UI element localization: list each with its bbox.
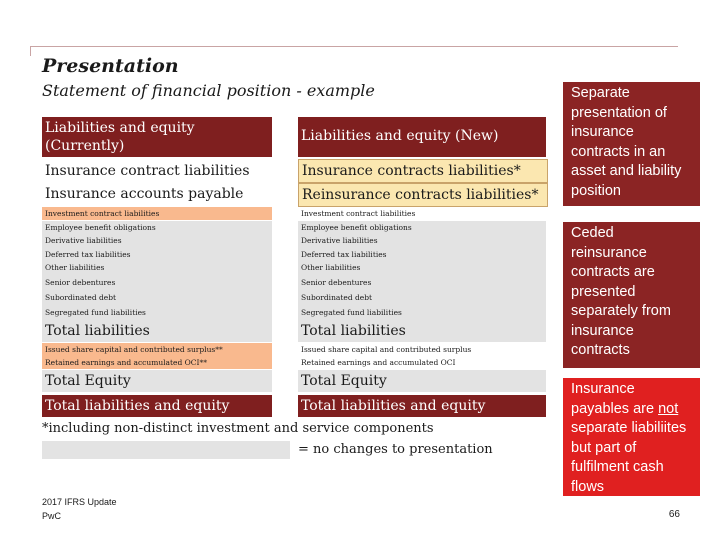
callout-payables-text-2: separate liabiliites but part of fulfilment cash flows (571, 420, 687, 495)
total-liabilities-equity-new: Total liabilities and equity (298, 395, 546, 417)
callout-insurance-payables (563, 378, 700, 496)
row-share-capital-current: Issued share capital and contributed surplus** (42, 343, 272, 356)
row-retained-current: Retained earnings and accumulated OCI** (42, 356, 272, 369)
row-segregated-new: Segregated fund liabilities (301, 308, 402, 317)
footer-company: PwC (42, 511, 62, 521)
header-current (42, 117, 272, 157)
row-other-new: Other liabilities (301, 263, 361, 272)
total-liabilities-current: Total liabilities (42, 320, 272, 342)
row-insurance-current: Insurance contract liabilities (45, 163, 250, 179)
row-investment-current: Investment contract liabilities (42, 207, 272, 220)
row-senior-new: Senior debentures (301, 278, 372, 287)
row-retained-new: Retained earnings and accumulated OCI (301, 358, 456, 367)
row-derivative-current: Derivative liabilities (45, 236, 122, 245)
total-liabilities-equity-current: Total liabilities and equity (42, 395, 272, 417)
row-insurance-new: Insurance contracts liabilities* (298, 159, 548, 183)
legend-gray-swatch (42, 441, 290, 459)
row-subordinated-new: Subordinated debt (301, 293, 373, 302)
top-rule (30, 46, 678, 47)
row-senior-current: Senior debentures (45, 278, 116, 287)
row-segregated-current: Segregated fund liabilities (45, 308, 146, 317)
row-deferred-new: Deferred tax liabilities (301, 250, 387, 259)
row-derivative-new: Derivative liabilities (301, 236, 378, 245)
row-accounts-current: Insurance accounts payable (45, 186, 244, 202)
header-new-label: Liabilities and equity (New) (301, 128, 499, 144)
row-other-current: Other liabilities (45, 263, 105, 272)
total-equity-current: Total Equity (42, 370, 272, 392)
total-equity-new: Total Equity (298, 370, 546, 392)
page-number: 66 (668, 509, 680, 520)
row-accounts-new: Reinsurance contracts liabilities* (298, 183, 548, 207)
header-current-label: Liabilities and equity (Currently) (45, 120, 195, 154)
row-subordinated-current: Subordinated debt (45, 293, 117, 302)
callout-payables-not: not (658, 400, 679, 417)
footer-update: 2017 IFRS Update (42, 497, 117, 507)
page-title: Presentation (42, 55, 179, 77)
top-rule-tick (30, 46, 31, 56)
page-subtitle: Statement of financial position - example (42, 81, 375, 100)
legend-no-changes: = no changes to presentation (298, 442, 493, 457)
callout-ceded-reinsurance: Ceded reinsurance contracts are presented separately from insurance contracts (563, 222, 700, 368)
row-share-capital-new: Issued share capital and contributed surplus (301, 345, 472, 354)
row-deferred-current: Deferred tax liabilities (45, 250, 131, 259)
row-employee-current: Employee benefit obligations (45, 223, 156, 232)
total-liabilities-new: Total liabilities (298, 320, 546, 342)
callout-separate-presentation: Separate presentation of insurance contracts in an asset and liability position (563, 82, 700, 206)
row-investment-new: Investment contract liabilities (301, 209, 416, 218)
row-employee-new: Employee benefit obligations (301, 223, 412, 232)
header-new (298, 117, 546, 157)
footnote-including: *including non-distinct investment and service components (42, 421, 434, 436)
callout-payables-text-1: Insurance payables are (571, 381, 659, 417)
